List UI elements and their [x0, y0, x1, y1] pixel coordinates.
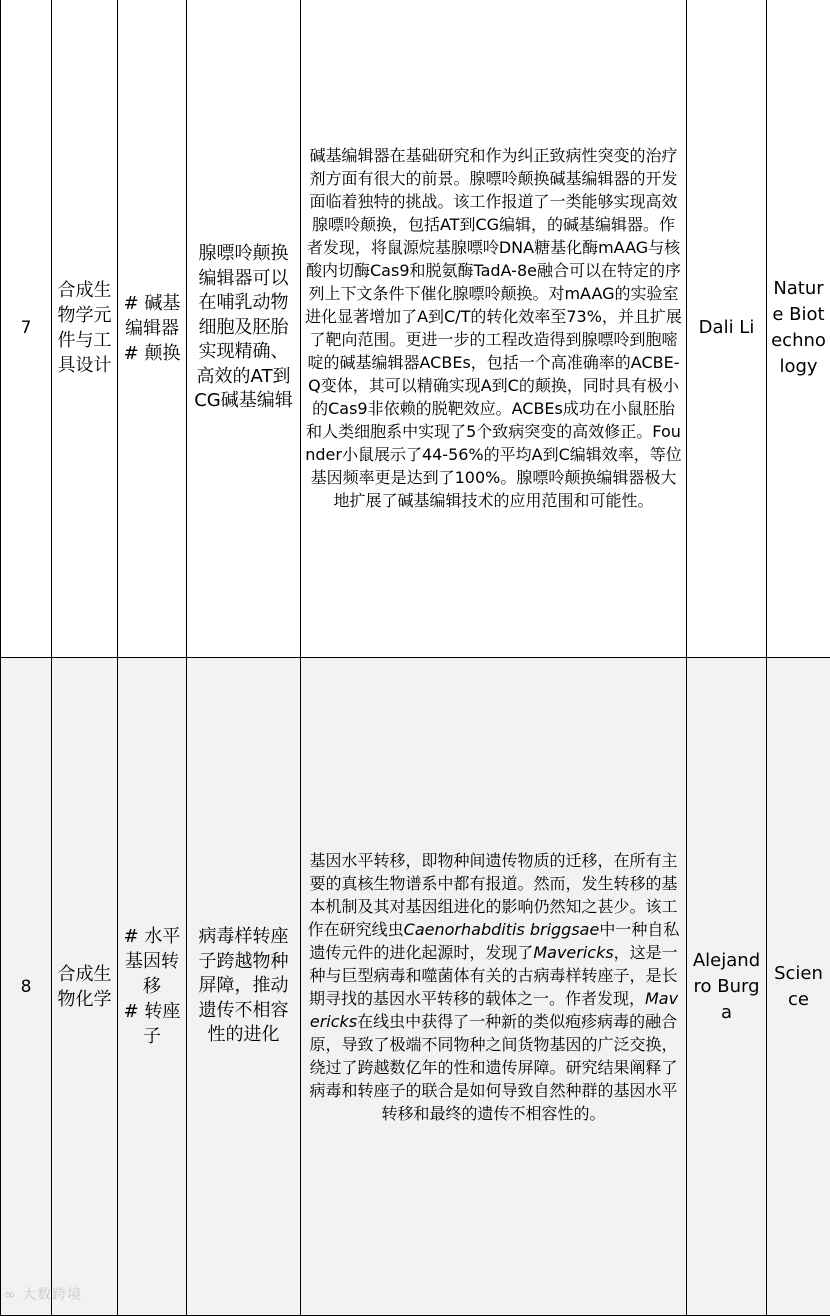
- tags-cell: [118, 0, 187, 658]
- abstract-text: 基因水平转移，即物种间遗传物质的迁移，在所有主要的真核生物谱系中都有报道。然而，发生转移的基本机制及其对基因组进化的影响仍然知之甚少。该工作在研究线虫: [308, 851, 678, 939]
- tag: # 水平基因转移: [122, 924, 182, 999]
- row-number: 7: [1, 0, 52, 658]
- watermark-logo-icon: ∞: [4, 1287, 17, 1303]
- journal-cell: Nature Biotechnology: [767, 0, 830, 658]
- abstract-text: 中一种自私遗传元件的进化起源时，发现了: [309, 920, 679, 962]
- journal-cell: Science: [767, 658, 830, 1316]
- table-row: [1, 658, 830, 1316]
- author-cell: Alejandro Burga: [687, 658, 767, 1316]
- tags-cell: [118, 658, 187, 1316]
- watermark: [4, 1284, 82, 1304]
- watermark-text: 大数跨境: [22, 1287, 82, 1303]
- tag: # 碱基编辑器: [122, 291, 182, 341]
- abstract-text: 在线虫中获得了一种新的类似疱疹病毒的融合原，导致了极端不同物种之间货物基因的广泛交换，绕过了跨越数亿年的性和遗传屏障。研究结果阐释了病毒和转座子的联合是如何导致自然种群的基因水平转移和最终的遗传不相容性的。: [309, 1012, 677, 1123]
- tag: # 颠换: [122, 341, 182, 366]
- category-cell: 合成生物学元件与工具设计: [52, 0, 118, 658]
- abstract-text: ，这是一种与巨型病毒和噬菌体有关的古病毒样转座子，是长期寻找的基因水平转移的载体之一。作者发现，: [309, 943, 678, 1008]
- category-cell: 合成生物化学: [52, 658, 118, 1316]
- table-row: [1, 0, 830, 658]
- abstract-cell: [301, 658, 687, 1316]
- author-cell: Dali Li: [687, 0, 767, 658]
- title-cell: 病毒样转座子跨越物种屏障，推动遗传不相容性的进化: [187, 658, 301, 1316]
- abstract-cell: 碱基编辑器在基础研究和作为纠正致病性突变的治疗剂方面有很大的前景。腺嘌呤颠换碱基编辑器的开发面临着独特的挑战。该工作报道了一类能够实现高效腺嘌呤颠换，包括AT到CG编辑，的碱基编辑器。作者发现，将鼠源烷基腺嘌呤DNA糖基化酶mAAG与核酸内切酶Cas9和脱氨酶TadA-8e融合可以在特定的序列上下文条件下催化腺嘌呤颠换。对mAAG的实验室进化显著增加了A到C/T的转化效率至73%，并且扩展了靶向范围。更进一步的工程改造得到腺嘌呤到胞嘧啶的碱基编辑器ACBEs，包括一个高准确率的ACBE-Q变体，其可以精确实现A到C的颠换，同时具有极小的Cas9非依赖的脱靶效应。ACBEs成功在小鼠胚胎和人类细胞系中实现了5个致病突变的高效修正。Founder小鼠展示了44-56%的平均A到C编辑效率，等位基因频率更是达到了100%。腺嘌呤颠换编辑器极大地扩展了碱基编辑技术的应用范围和可能性。: [301, 0, 687, 658]
- row-number: 8: [1, 658, 52, 1316]
- species-name: Caenorhabditis briggsae: [404, 920, 600, 939]
- transposon-name: Mavericks: [310, 989, 678, 1031]
- title-cell: 腺嘌呤颠换编辑器可以在哺乳动物细胞及胚胎实现精确、高效的AT到CG碱基编辑: [187, 0, 301, 658]
- transposon-name: Mavericks: [533, 943, 613, 962]
- tag: # 转座子: [122, 999, 182, 1049]
